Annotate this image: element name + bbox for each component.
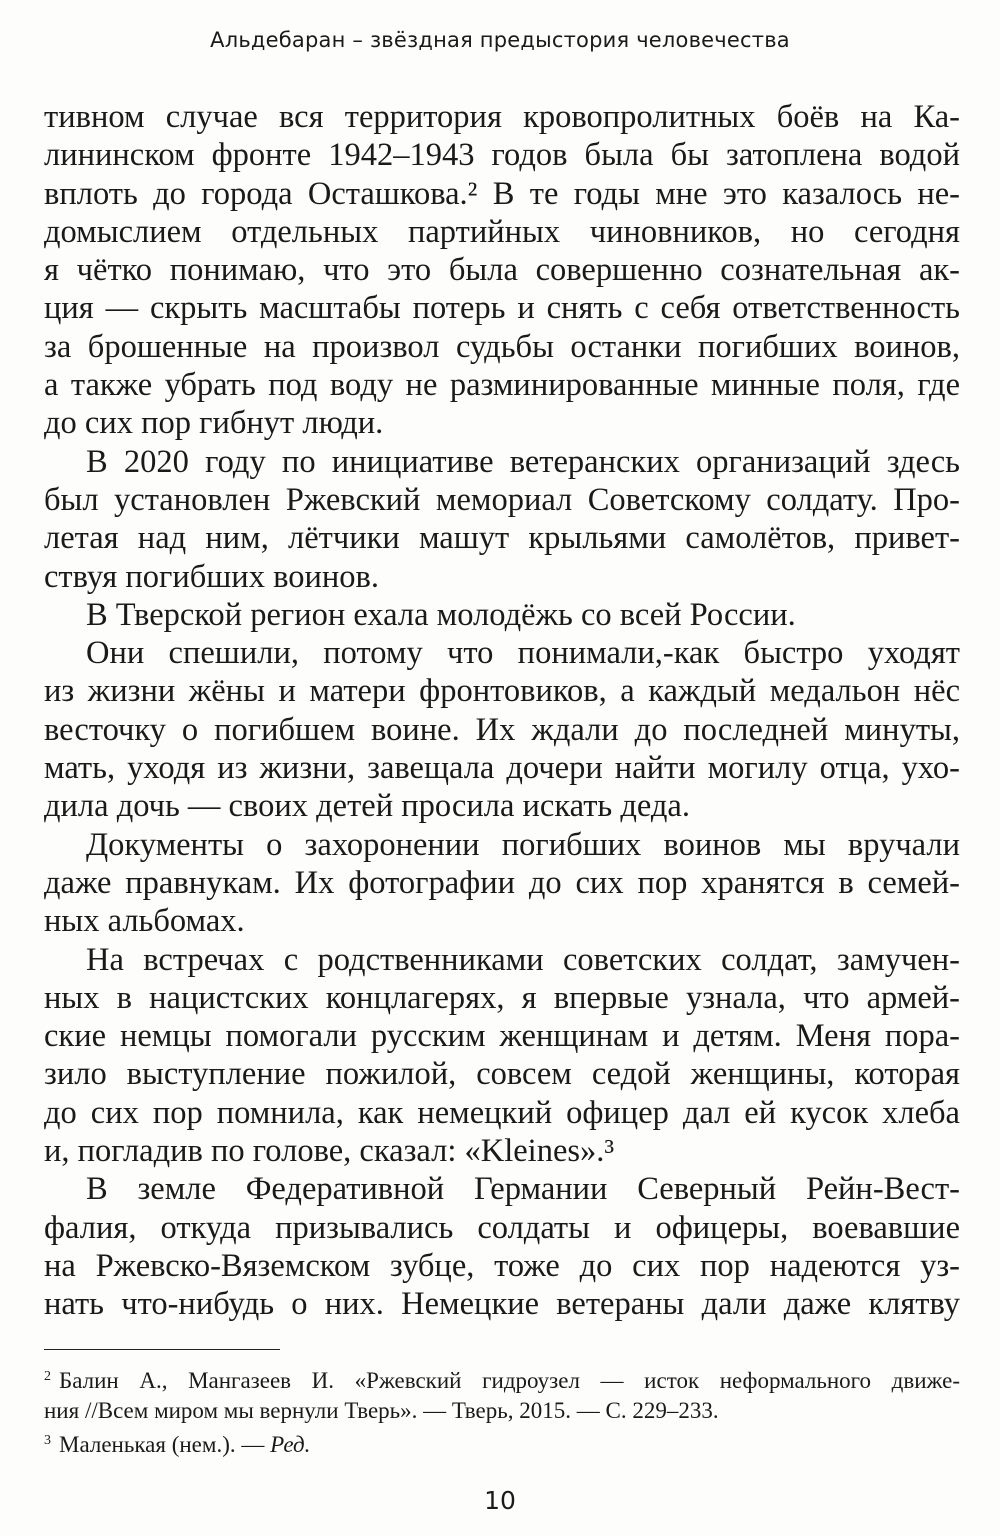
running-header: Альдебаран – звёздная предыстория человечества: [210, 28, 790, 52]
text-line: зило выступление пожилой, совсем седой женщины, которая: [44, 1056, 960, 1093]
text-line: В земле Федеративной Германии Северный Рейн-Вест-: [86, 1171, 960, 1208]
paragraph: [44, 826, 960, 941]
text-line: Они спешили, потому что понимали,-как быстро уходят: [86, 635, 960, 672]
text-line: я чётко понимаю, что это была совершенно сознательная ак-: [44, 252, 960, 289]
footnote-marker: 3: [44, 1433, 51, 1448]
text-line: дила дочь — своих детей просила искать деда.: [44, 788, 690, 825]
footnote-2: [44, 1362, 960, 1396]
text-line: ствуя погибших воинов.: [44, 558, 379, 595]
paragraph: [44, 443, 960, 596]
paragraph: [44, 1170, 960, 1323]
text-line: лининском фронте 1942–1943 годов была бы затоплена водой: [44, 137, 960, 174]
text-line: из жизни жёны и матери фронтовиков, а каждый медальон нёс: [44, 673, 960, 710]
footnote-divider: [44, 1349, 280, 1350]
text-line: весточку о погибшем воине. Их ждали до последней минуты,: [44, 711, 960, 748]
text-line: домыслием отдельных партийных чиновников, но сегодня: [44, 213, 960, 250]
text-line: ных в нацистских концлагерях, я впервые узнала, что армей-: [44, 979, 960, 1016]
text-line: и, погладив по голове, сказал: «Kleines».³: [44, 1133, 615, 1170]
paragraph: [44, 634, 960, 825]
text-line: В 2020 году по инициативе ветеранских организаций здесь: [86, 443, 960, 480]
text-line: мать, уходя из жизни, завещала дочери найти могилу отца, ухо-: [44, 750, 960, 787]
text-line: даже правнукам. Их фотографии до сих пор хранятся в семей-: [44, 864, 960, 901]
text-line: В Тверской регион ехала молодёжь со всей России.: [86, 596, 796, 633]
text-line: тивном случае вся территория кровопролитных боёв на Ка-: [44, 99, 960, 135]
paragraph: [44, 98, 960, 443]
text-line: На встречах с родственниками советских солдат, замучен-: [86, 941, 960, 978]
footnote-marker: 2: [44, 1369, 51, 1384]
footnote-editor-note: Ред.: [270, 1432, 311, 1457]
text-line: на Ржевско-Вяземском зубце, тоже до сих пор надеются уз-: [44, 1247, 960, 1284]
text-line: до сих пор гибнут люди.: [44, 405, 384, 442]
footnote-3: [44, 1426, 960, 1460]
text-line: ция — скрыть масштабы потерь и снять с себя ответственность: [44, 290, 960, 327]
footnotes: [44, 1362, 960, 1460]
footnote-text: Маленькая (нем.). —: [59, 1432, 271, 1457]
paragraph: [44, 941, 960, 1171]
main-text: [44, 98, 960, 1324]
paragraph: [44, 596, 960, 634]
text-line: за брошенные на произвол судьбы останки погибших воинов,: [44, 328, 960, 365]
text-line: был установлен Ржевский мемориал Советскому солдату. Про-: [44, 481, 960, 518]
text-line: Документы о захоронении погибших воинов мы вручали: [86, 826, 960, 863]
text-line: ские немцы помогали русским женщинам и детям. Меня пора-: [44, 1018, 960, 1055]
footnote-2-continued: ния //Всем миром мы вернули Тверь». — Тверь, 2015. — С. 229–233.: [44, 1398, 719, 1423]
text-line: нать что-нибудь о них. Немецкие ветераны дали даже клятву: [44, 1286, 960, 1323]
text-line: до сих пор помнила, как немецкий офицер дал ей кусок хлеба: [44, 1094, 960, 1131]
text-line: ных альбомах.: [44, 903, 245, 940]
text-line: фалия, откуда призывались солдаты и офицеры, воевавшие: [44, 1209, 960, 1246]
text-line: вплоть до города Осташкова.² В те годы мне это казалось не-: [44, 175, 960, 212]
footnote-text: Балин А., Мангазеев И. «Ржевский гидроузел — исток неформального движе-: [59, 1368, 960, 1393]
page-number: 10: [484, 1486, 516, 1515]
text-line: летая над ним, лётчики машут крыльями самолётов, привет-: [44, 520, 960, 557]
text-line: а также убрать под воду не разминированные минные поля, где: [44, 367, 960, 404]
